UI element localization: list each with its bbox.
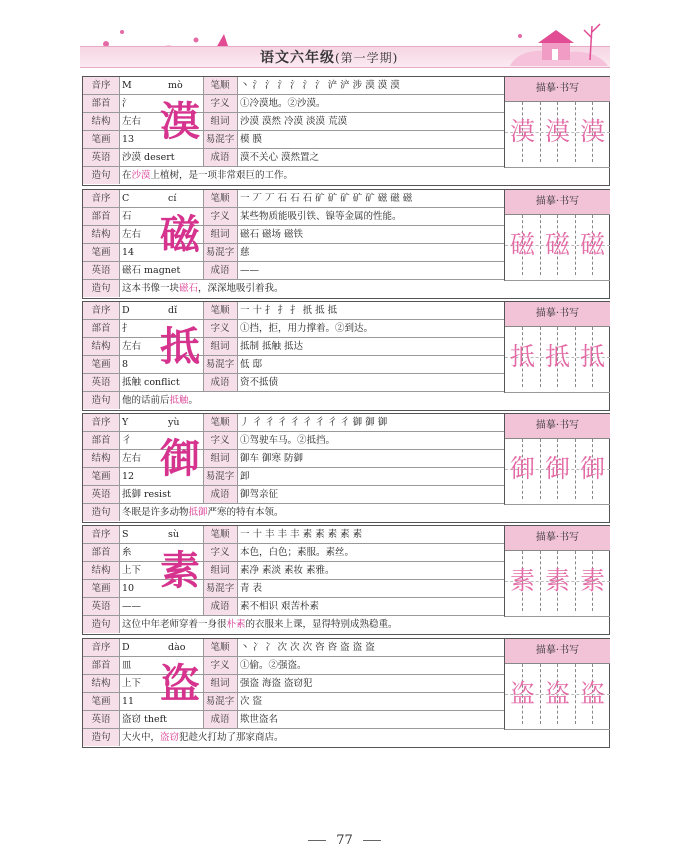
character-card: [82, 76, 610, 186]
label-bishun: 笔顺: [203, 190, 237, 207]
structure-value: 左右: [122, 116, 142, 127]
label-chengyu: 成语: [203, 711, 237, 728]
label-bushou: 部首: [83, 657, 119, 674]
radical-value: 糸: [122, 547, 132, 558]
character-card: [82, 638, 610, 748]
pinyin-value: dǐ: [168, 305, 178, 316]
label-zuci: 组词: [203, 113, 237, 130]
label-yihunzi: 易混字: [203, 468, 237, 485]
main-character: 磁: [160, 211, 200, 258]
label-ziyi: 字义: [203, 95, 237, 112]
stroke-count-value: 11: [122, 696, 135, 707]
trace-character[interactable]: 抵: [509, 342, 535, 371]
english-value: 抵御 resist: [122, 489, 171, 500]
english-value: ——: [122, 601, 141, 612]
structure-value: 左右: [122, 229, 142, 240]
confusable-value: 次 盜: [240, 696, 263, 707]
label-yihunzi: 易混字: [203, 693, 237, 710]
stroke-count-value: 13: [122, 134, 135, 145]
yinxu-value: D: [122, 305, 130, 316]
main-character: 御: [160, 435, 200, 482]
example-sentence: 在沙漠上植树，是一项非常艰巨的工作。: [122, 170, 294, 181]
example-sentence: 冬眠是许多动物抵御严寒的特有本领。: [122, 507, 284, 518]
label-zuci: 组词: [203, 338, 237, 355]
trace-character[interactable]: 磁: [579, 230, 605, 259]
pinyin-value: cí: [168, 193, 177, 204]
trace-character[interactable]: 漠: [544, 117, 570, 146]
confusable-value: 慈: [240, 247, 250, 258]
word-group-value: 强盗 海盗 盗窃犯: [240, 678, 313, 689]
practice-area: [504, 302, 610, 393]
trace-character[interactable]: 抵: [544, 342, 570, 371]
main-character: 盗: [160, 660, 200, 707]
trace-character[interactable]: 磁: [509, 230, 535, 259]
label-ziyi: 字义: [203, 544, 237, 561]
label-bihua: 笔画: [83, 693, 119, 710]
stroke-order: 一 十 扌 扌 扌 扺 抵 抵: [240, 305, 338, 316]
label-zaoju: 造句: [83, 392, 119, 409]
trace-character[interactable]: 御: [579, 454, 605, 483]
meaning-value: 本色，白色；素服。素丝。: [240, 547, 355, 558]
label-bihua: 笔画: [83, 580, 119, 597]
label-bishun: 笔顺: [203, 414, 237, 431]
structure-value: 左右: [122, 341, 142, 352]
character-card: [82, 525, 610, 635]
structure-value: 上下: [122, 565, 142, 576]
label-chengyu: 成语: [203, 374, 237, 391]
structure-value: 左右: [122, 453, 142, 464]
label-yihunzi: 易混字: [203, 580, 237, 597]
idiom-value: 素不相识 艰苦朴素: [240, 601, 320, 612]
idiom-value: ——: [240, 265, 259, 276]
label-bushou: 部首: [83, 544, 119, 561]
character-card: [82, 413, 610, 523]
label-yinxu: 音序: [83, 190, 119, 207]
label-yihunzi: 易混字: [203, 356, 237, 373]
label-bushou: 部首: [83, 208, 119, 225]
label-ziyi: 字义: [203, 432, 237, 449]
label-zaoju: 造句: [83, 167, 119, 184]
label-zuci: 组词: [203, 226, 237, 243]
idiom-value: 欺世盗名: [240, 714, 279, 725]
practice-area: [504, 77, 610, 168]
character-card: [82, 301, 610, 411]
trace-character[interactable]: 磁: [544, 230, 570, 259]
radical-value: 氵: [122, 98, 132, 109]
practice-area: [504, 639, 610, 730]
trace-character[interactable]: 漠: [509, 117, 535, 146]
trace-character[interactable]: 抵: [579, 342, 605, 371]
stroke-count-value: 8: [122, 359, 129, 370]
structure-value: 上下: [122, 678, 142, 689]
label-yingyu: 英语: [83, 374, 119, 391]
label-bishun: 笔顺: [203, 639, 237, 656]
confusable-value: 青 表: [240, 583, 263, 594]
trace-character[interactable]: 御: [509, 454, 535, 483]
word-group-value: 御车 御寒 防御: [240, 453, 304, 464]
idiom-value: 漠不关心 漠然置之: [240, 152, 320, 163]
meaning-value: 某些物质能吸引铁、镍等金属的性能。: [240, 211, 402, 222]
label-bushou: 部首: [83, 432, 119, 449]
yinxu-value: D: [122, 642, 130, 653]
label-chengyu: 成语: [203, 262, 237, 279]
label-jiegou: 结构: [83, 226, 119, 243]
label-yingyu: 英语: [83, 149, 119, 166]
label-zuci: 组词: [203, 562, 237, 579]
practice-header: 描摹·书写: [505, 639, 610, 664]
pinyin-value: dào: [168, 642, 186, 653]
label-jiegou: 结构: [83, 338, 119, 355]
label-jiegou: 结构: [83, 113, 119, 130]
radical-value: 石: [122, 211, 132, 222]
trace-character[interactable]: 盗: [509, 679, 535, 708]
label-zaoju: 造句: [83, 729, 119, 746]
label-bushou: 部首: [83, 320, 119, 337]
meaning-value: ①偷。②强盗。: [240, 660, 307, 671]
trace-character[interactable]: 素: [509, 566, 535, 595]
label-jiegou: 结构: [83, 562, 119, 579]
meaning-value: ①驾驶车马。②抵挡。: [240, 435, 336, 446]
yinxu-value: C: [122, 193, 130, 204]
practice-area: [504, 526, 610, 617]
stroke-count-value: 14: [122, 247, 135, 258]
label-ziyi: 字义: [203, 208, 237, 225]
page-title: 语文六年级(第一学期): [260, 50, 399, 66]
example-sentence: 他的话前后抵触。: [122, 395, 199, 406]
label-chengyu: 成语: [203, 149, 237, 166]
example-sentence: 这本书像一块磁石，深深地吸引着我。: [122, 283, 284, 294]
label-zuci: 组词: [203, 450, 237, 467]
radical-value: 皿: [122, 660, 132, 671]
label-yinxu: 音序: [83, 414, 119, 431]
yinxu-value: M: [122, 80, 132, 91]
label-yihunzi: 易混字: [203, 244, 237, 261]
word-group-value: 抵制 抵触 抵达: [240, 341, 304, 352]
yinxu-value: S: [122, 529, 129, 540]
label-bihua: 笔画: [83, 468, 119, 485]
radical-value: 彳: [122, 435, 132, 446]
yinxu-value: Y: [122, 417, 129, 428]
label-yinxu: 音序: [83, 77, 119, 94]
label-ziyi: 字义: [203, 657, 237, 674]
label-yingyu: 英语: [83, 711, 119, 728]
practice-header: 描摹·书写: [505, 77, 610, 102]
confusable-value: 卸: [240, 471, 250, 482]
label-bushou: 部首: [83, 95, 119, 112]
stroke-order: 一 丆 丆 石 石 石 矿 矿 矿 矿 矿 磁 磁 磁: [240, 193, 413, 204]
pinyin-value: sù: [168, 529, 179, 540]
stroke-order: 一 十 丰 丰 丰 素 素 素 素 素: [240, 529, 363, 540]
label-yinxu: 音序: [83, 639, 119, 656]
label-bihua: 笔画: [83, 244, 119, 261]
practice-header: 描摹·书写: [505, 190, 610, 215]
stroke-count-value: 12: [122, 471, 135, 482]
english-value: 抵触 conflict: [122, 377, 180, 388]
practice-header: 描摹·书写: [505, 414, 610, 439]
english-value: 盗窃 theft: [122, 714, 167, 725]
english-value: 沙漠 desert: [122, 152, 175, 163]
label-bishun: 笔顺: [203, 302, 237, 319]
trace-character[interactable]: 素: [544, 566, 570, 595]
page-header: [80, 20, 610, 72]
confusable-value: 低 邸: [240, 359, 263, 370]
meaning-value: ①冷漠地。②沙漠。: [240, 98, 326, 109]
trace-character[interactable]: 素: [579, 566, 605, 595]
idiom-value: 御驾亲征: [240, 489, 279, 500]
stroke-count-value: 10: [122, 583, 135, 594]
word-group-value: 磁石 磁场 磁铁: [240, 229, 304, 240]
stroke-order: 丶 冫 冫 次 次 次 咨 咨 盗 盗 盗: [240, 642, 375, 653]
trace-character[interactable]: 御: [544, 454, 570, 483]
stroke-order: 丶 氵 氵 氵 氵 氵 氵 浐 浐 涉 漠 漠 漠: [240, 80, 400, 91]
label-yingyu: 英语: [83, 262, 119, 279]
main-character: 素: [160, 547, 200, 594]
pinyin-value: yù: [168, 417, 180, 428]
radical-value: 扌: [122, 323, 132, 334]
main-character: 漠: [160, 98, 200, 145]
label-yihunzi: 易混字: [203, 131, 237, 148]
meaning-value: ①挡，拒，用力撑着。②到达。: [240, 323, 374, 334]
word-group-value: 素净 素淡 素妆 素雅。: [240, 565, 335, 576]
trace-character[interactable]: 漠: [579, 117, 605, 146]
word-group-value: 沙漠 漠然 冷漠 淡漠 荒漠: [240, 116, 348, 127]
label-yingyu: 英语: [83, 598, 119, 615]
label-jiegou: 结构: [83, 675, 119, 692]
label-bishun: 笔顺: [203, 526, 237, 543]
label-bishun: 笔顺: [203, 77, 237, 94]
label-yinxu: 音序: [83, 302, 119, 319]
practice-header: 描摹·书写: [505, 302, 610, 327]
label-yinxu: 音序: [83, 526, 119, 543]
example-sentence: 这位中年老师穿着一身很朴素的衣服来上课，显得特别成熟稳重。: [122, 619, 398, 630]
label-ziyi: 字义: [203, 320, 237, 337]
practice-area: [504, 414, 610, 505]
label-zaoju: 造句: [83, 504, 119, 521]
main-character: 抵: [160, 323, 200, 370]
example-sentence: 大火中，盗窃犯趁火打劫了那家商店。: [122, 732, 284, 743]
pinyin-value: mò: [168, 80, 183, 91]
trace-character[interactable]: 盗: [544, 679, 570, 708]
label-chengyu: 成语: [203, 486, 237, 503]
label-bihua: 笔画: [83, 356, 119, 373]
english-value: 磁石 magnet: [122, 265, 181, 276]
label-zaoju: 造句: [83, 616, 119, 633]
confusable-value: 模 膜: [240, 134, 263, 145]
practice-header: 描摹·书写: [505, 526, 610, 551]
character-card: [82, 189, 610, 299]
label-chengyu: 成语: [203, 598, 237, 615]
label-zaoju: 造句: [83, 280, 119, 297]
trace-character[interactable]: 盗: [579, 679, 605, 708]
label-bihua: 笔画: [83, 131, 119, 148]
page-number: 77: [0, 833, 689, 848]
idiom-value: 资不抵债: [240, 377, 279, 388]
label-yingyu: 英语: [83, 486, 119, 503]
practice-area: [504, 190, 610, 281]
stroke-order: 丿 彳 彳 彳 彳 彳 彳 彳 彳 御 御 御: [240, 417, 388, 428]
label-jiegou: 结构: [83, 450, 119, 467]
house-decoration-icon: [500, 20, 610, 66]
label-zuci: 组词: [203, 675, 237, 692]
